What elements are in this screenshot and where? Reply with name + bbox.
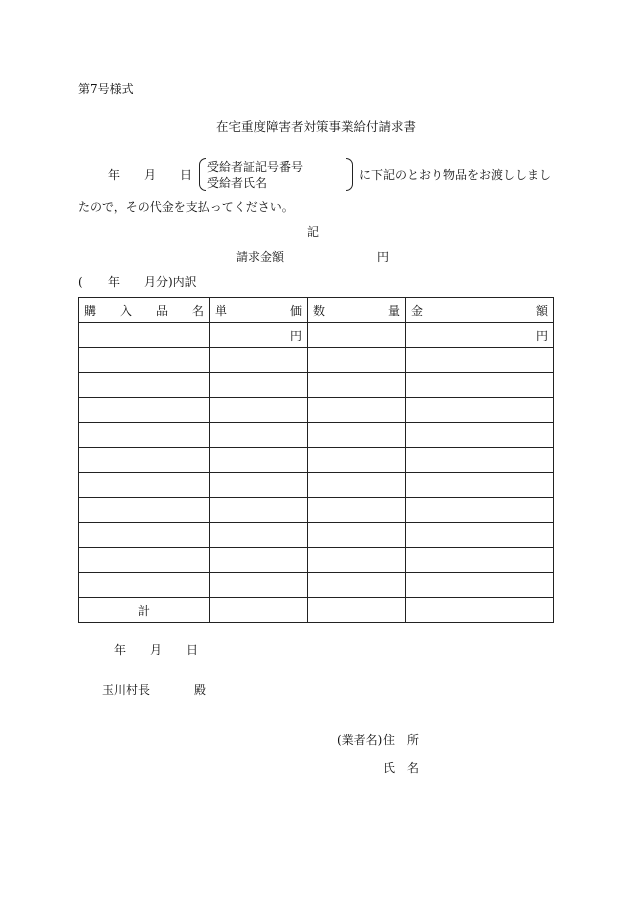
unit-price-cell[interactable] — [210, 473, 308, 498]
addressee-honorific: 殿 — [194, 683, 207, 697]
header-amount: 金 額 — [406, 298, 554, 323]
item-name-cell[interactable] — [79, 548, 210, 573]
ki-heading: 記 — [307, 225, 320, 239]
unit-price-cell[interactable] — [210, 448, 308, 473]
amount-cell[interactable] — [406, 573, 554, 598]
billing-yen-unit: 円 — [377, 250, 390, 264]
quantity-cell[interactable] — [308, 573, 406, 598]
unit-price-cell[interactable] — [210, 348, 308, 373]
unit-price-cell[interactable]: 円 — [210, 323, 308, 348]
unit-price-cell[interactable] — [210, 573, 308, 598]
item-name-cell[interactable] — [79, 323, 210, 348]
quantity-cell[interactable] — [308, 548, 406, 573]
unit-price-cell[interactable] — [210, 498, 308, 523]
quantity-cell[interactable] — [308, 423, 406, 448]
recipient-name-label: 受給者氏名 — [207, 176, 268, 190]
item-name-cell[interactable] — [79, 573, 210, 598]
quantity-cell[interactable] — [308, 523, 406, 548]
business-address-label: 住 所 — [383, 733, 420, 747]
table-row — [79, 448, 554, 473]
header-item-name: 購 入 品 名 — [79, 298, 210, 323]
table-row — [79, 523, 554, 548]
right-brace — [346, 158, 353, 191]
item-name-cell[interactable] — [79, 348, 210, 373]
item-name-cell[interactable] — [79, 473, 210, 498]
amount-cell[interactable] — [406, 523, 554, 548]
unit-price-cell[interactable] — [210, 523, 308, 548]
intro-text: に下記のとおり物品をお渡ししまし — [359, 168, 552, 182]
form-number: 第7号様式 — [78, 82, 134, 96]
header-quantity: 数 量 — [308, 298, 406, 323]
unit-price-cell[interactable] — [210, 373, 308, 398]
amount-cell[interactable] — [406, 348, 554, 373]
date-day-label: 日 — [186, 643, 199, 657]
addressee-name: 玉川村長 — [102, 683, 151, 697]
date-month-label: 月 — [150, 643, 163, 657]
quantity-cell[interactable] — [308, 398, 406, 423]
amount-cell[interactable]: 円 — [406, 323, 554, 348]
intro-day-label: 日 — [180, 168, 193, 182]
item-name-cell[interactable] — [79, 498, 210, 523]
intro-year-label: 年 — [108, 168, 121, 182]
left-brace — [199, 158, 206, 191]
table-row — [79, 373, 554, 398]
total-unit-price-cell[interactable] — [210, 598, 308, 623]
table-row — [79, 498, 554, 523]
table-row — [79, 548, 554, 573]
item-name-cell[interactable] — [79, 398, 210, 423]
quantity-cell[interactable] — [308, 348, 406, 373]
breakdown-open-paren: ( — [78, 275, 83, 289]
item-name-cell[interactable] — [79, 523, 210, 548]
breakdown-month-label: 月分)内訳 — [144, 275, 197, 289]
total-label: 計 — [79, 598, 210, 623]
table-row — [79, 323, 554, 348]
quantity-cell[interactable] — [308, 448, 406, 473]
table-row — [79, 573, 554, 598]
item-name-cell[interactable] — [79, 373, 210, 398]
table-row — [79, 473, 554, 498]
table-header-row — [79, 298, 554, 323]
document-title: 在宅重度障害者対策事業給付請求書 — [216, 119, 417, 134]
header-unit-price: 単 価 — [210, 298, 308, 323]
table-row — [79, 398, 554, 423]
quantity-cell[interactable] — [308, 498, 406, 523]
amount-cell[interactable] — [406, 548, 554, 573]
unit-price-cell[interactable] — [210, 423, 308, 448]
item-name-cell[interactable] — [79, 448, 210, 473]
breakdown-year-label: 年 — [108, 275, 121, 289]
unit-price-cell[interactable] — [210, 548, 308, 573]
amount-cell[interactable] — [406, 398, 554, 423]
recipient-cert-number-label: 受給者証記号番号 — [207, 160, 304, 174]
total-amount-cell[interactable] — [406, 598, 554, 623]
total-row — [79, 598, 554, 623]
table-row — [79, 423, 554, 448]
quantity-cell[interactable] — [308, 373, 406, 398]
business-prefix: (業者名) — [337, 733, 383, 747]
table-row — [79, 348, 554, 373]
amount-cell[interactable] — [406, 473, 554, 498]
total-quantity-cell[interactable] — [308, 598, 406, 623]
amount-cell[interactable] — [406, 423, 554, 448]
quantity-cell[interactable] — [308, 323, 406, 348]
intro-month-label: 月 — [144, 168, 157, 182]
amount-cell[interactable] — [406, 373, 554, 398]
date-year-label: 年 — [114, 643, 127, 657]
amount-cell[interactable] — [406, 448, 554, 473]
item-name-cell[interactable] — [79, 423, 210, 448]
business-name-label: 氏 名 — [383, 761, 420, 775]
amount-cell[interactable] — [406, 498, 554, 523]
quantity-cell[interactable] — [308, 473, 406, 498]
billing-amount-label: 請求金額 — [236, 250, 285, 264]
unit-price-cell[interactable] — [210, 398, 308, 423]
items-table — [78, 297, 554, 623]
intro-text-continued: たので，その代金を支払ってください。 — [78, 200, 294, 214]
